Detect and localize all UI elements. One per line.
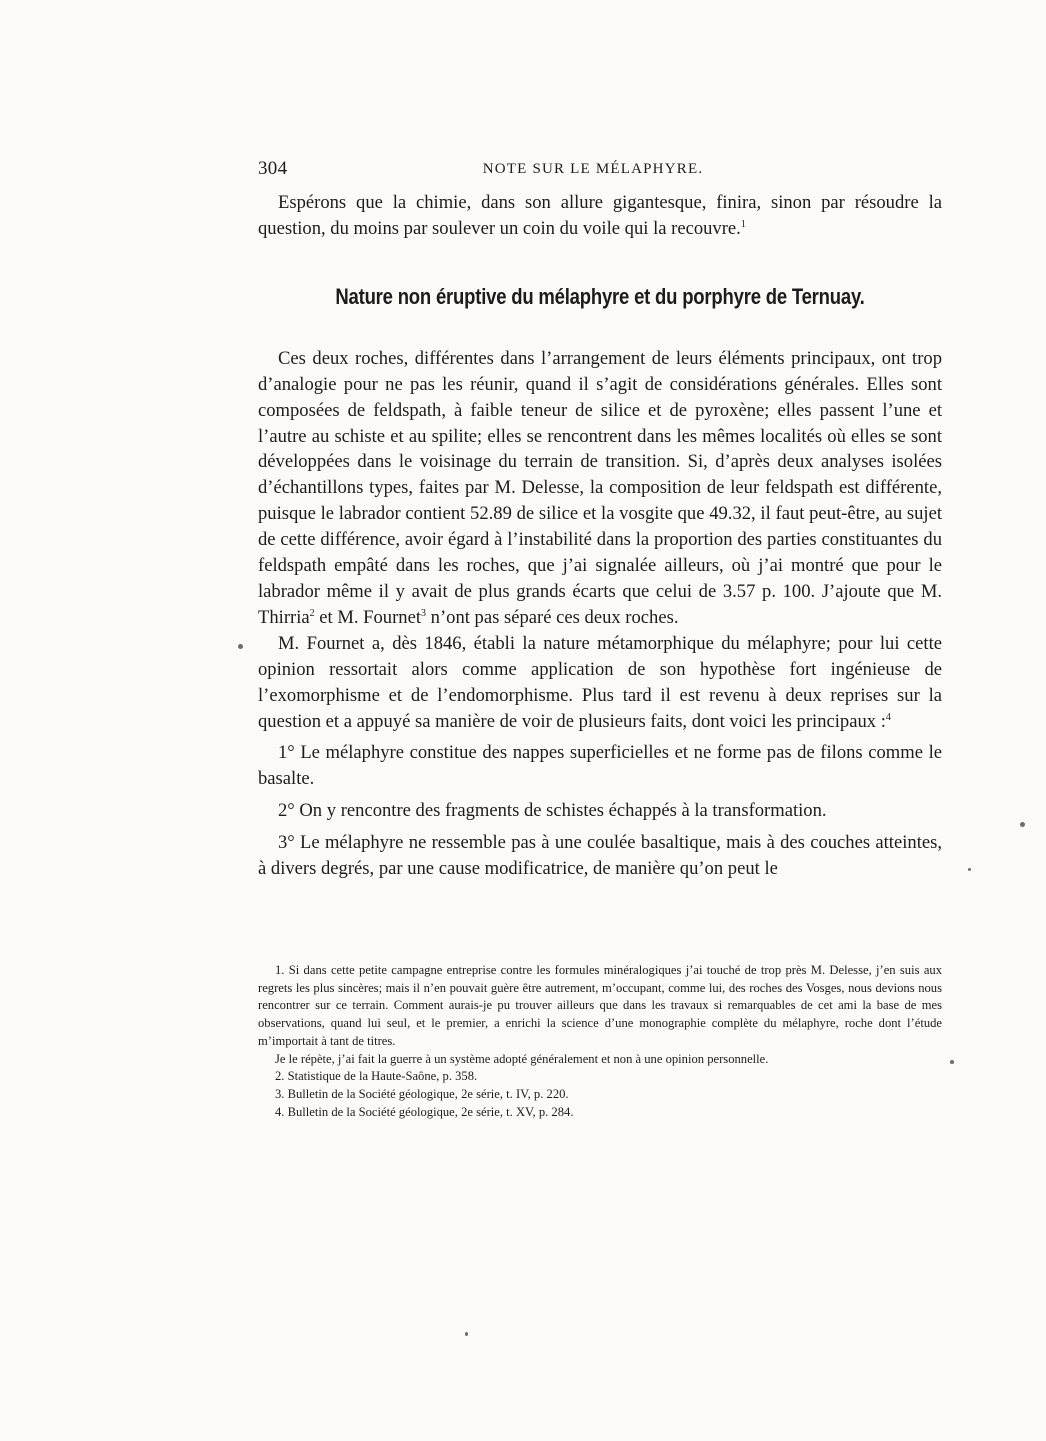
main-text	[258, 190, 942, 882]
footnote-ref-4[interactable]: 4	[885, 711, 891, 723]
ink-speck	[1020, 822, 1025, 827]
footnote-2: 2. Statistique de la Haute-Saône, p. 358.	[275, 1069, 478, 1084]
footnote-ref-1[interactable]: 1	[740, 218, 746, 230]
paragraph-1	[258, 346, 942, 631]
list-item-3: 3° Le mélaphyre ne ressemble pas à une coulée basaltique, mais à des couches atteintes, à divers degrés, par une cause modificatrice, de manière qu’on peut le	[258, 832, 942, 880]
list-item-1: 1° Le mélaphyre constitue des nappes superficielles et ne forme pas de filons comme le basalte.	[258, 742, 942, 790]
running-title: NOTE SUR LE MÉLAPHYRE.	[482, 161, 704, 177]
running-head	[258, 158, 942, 184]
footnote-1-continued: Je le répète, j’ai fait la guerre à un système adopté généralement et non à une opinion personnelle.	[275, 1051, 769, 1066]
paragraph-1-text-c: n’ont pas séparé ces deux roches.	[426, 606, 679, 628]
footnotes	[258, 962, 942, 1121]
paragraph-2-text: M. Fournet a, dès 1846, établi la nature métamorphique du mélaphyre; pour lui cette opinion ressortait alors comme application de son hypothèse fort ingénieuse de l’exomorphisme et de l’endomorphisme. Plus tard il est revenu à deux reprises sur la question et a appuyé sa manière de voir de plusieurs faits, dont voici les principaux :	[258, 632, 942, 732]
ink-speck	[465, 1332, 468, 1336]
paragraph-1-text-b: et M. Fournet	[314, 606, 422, 628]
ink-speck	[950, 1060, 954, 1064]
page-number: 304	[258, 158, 288, 179]
footnote-3: 3. Bulletin de la Société géologique, 2e série, t. IV, p. 220.	[275, 1086, 569, 1101]
footnote-1: 1. Si dans cette petite campagne entreprise contre les formules minéralogiques j’ai touché de trop près M. Delesse, j’en suis aux regrets les plus sincères; mais il n’en pouvait guère être autrement, m’occupant, comme lui, des roches des Vosges, nous devions nous rencontrer sur ce terrain. Comment aurais-je pu trouver ailleurs que dans les travaux si remarquables de cet ami la base de mes observations, quand lui seul, et le premier, a enrichi la science d’une monographie complète du mélaphyre, roche dont l’étude m’importait à tant de titres.	[258, 963, 942, 1048]
ink-speck	[238, 644, 243, 649]
footnote-4: 4. Bulletin de la Société géologique, 2e série, t. XV, p. 284.	[275, 1104, 574, 1119]
ink-speck	[968, 868, 971, 871]
paragraph-2	[258, 631, 942, 735]
intro-text: Espérons que la chimie, dans son allure gigantesque, finira, sinon par résoudre la question, du moins par soulever un coin du voile qui la recouvre.	[258, 192, 942, 239]
section-heading: Nature non éruptive du mélaphyre et du porphyre de Ternuay.	[335, 283, 865, 309]
paragraph-1-text: Ces deux roches, différentes dans l’arrangement de leurs éléments principaux, ont trop d’analogie pour ne pas les réunir, quand il s’agit de considérations générales. Elles sont composées de feldspath, à faible teneur de silice et de pyroxène; elles passent l’une et l’autre au schiste et au spilite; elles se rencontrent dans les mêmes localités où elles se sont développées dans le voisinage du terrain de transition. Si, d’après deux analyses isolées d’échantillons types, faites par M. Delesse, la composition de leur feldspath est différente, puisque le labrador contient 52.89 de silice et la vosgite que 49.32, il faut peut-être, au sujet de cette différence, avoir égard à l’instabilité dans la proportion des parties constituantes du feldspath empâté dans les roches, que j’ai signalée ailleurs, où j’ai montré que pour le labrador même il y avait de plus grands écarts que celui de 3.57 p. 100. J’ajoute que M. Thirria	[258, 347, 942, 628]
footnote-ref-3[interactable]: 3	[421, 607, 427, 619]
list-item-2: 2° On y rencontre des fragments de schistes échappés à la transformation.	[278, 800, 827, 822]
intro-paragraph	[258, 190, 942, 242]
footnote-ref-2[interactable]: 2	[309, 607, 315, 619]
